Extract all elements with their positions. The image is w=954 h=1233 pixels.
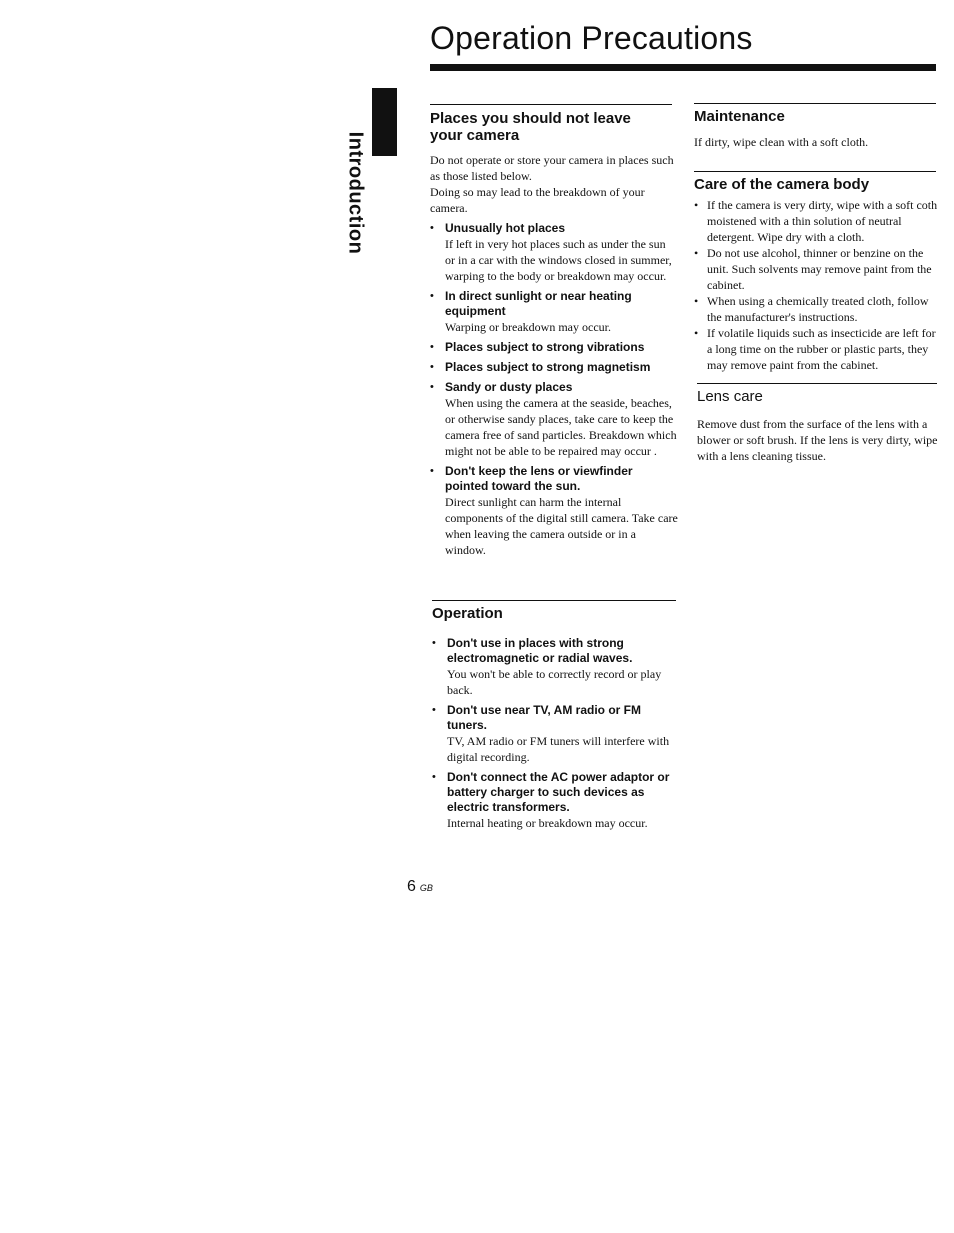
list-item: • If the camera is very dirty, wipe with a soft coth moistened with a thin solution of neutral detergent. Wipe dry with a cloth.	[694, 197, 938, 245]
item-text: Direct sunlight can harm the internal components of the digital still camera. Take care when leaving the camera outside or in a window.	[445, 495, 678, 557]
list-item	[430, 380, 678, 459]
places-list	[430, 221, 678, 558]
item-title: • Don't use in places with strong electromagnetic or radial waves.	[447, 636, 633, 665]
lens-heading: Lens care	[697, 388, 763, 405]
care-rule	[694, 171, 936, 172]
places-section	[430, 110, 678, 563]
item-title: • In direct sunlight or near heating equipment	[445, 289, 632, 318]
item-text: Internal heating or breakdown may occur.	[447, 816, 648, 830]
list-item	[430, 340, 678, 355]
places-rule	[430, 104, 672, 105]
lens-section	[697, 388, 938, 464]
page-number	[407, 878, 433, 896]
maintenance-heading: Maintenance	[694, 108, 785, 125]
places-intro-1: Do not operate or store your camera in places such as those listed below.	[430, 153, 674, 183]
operation-list	[432, 636, 678, 831]
title-rule	[430, 64, 936, 71]
list-item: • When using a chemically treated cloth, follow the manufacturer's instructions.	[694, 293, 938, 325]
item-text: You won't be able to correctly record or play back.	[447, 667, 662, 697]
item-title: • Don't keep the lens or viewfinder pointed toward the sun.	[445, 464, 633, 493]
page-number-suffix: GB	[419, 883, 433, 893]
item-text: TV, AM radio or FM tuners will interfere with digital recording.	[447, 734, 670, 764]
item-text: When using the camera at the seaside, beaches, or otherwise sandy places, take care to keep the camera free of sand particles. Breakdown which might not be able to be repaired may occur .	[445, 396, 677, 458]
places-intro-2: Doing so may lead to the breakdown of your camera.	[430, 185, 645, 215]
list-item	[430, 289, 678, 335]
maintenance-section	[694, 108, 938, 150]
item-title: • Don't use near TV, AM radio or FM tuners.	[447, 703, 641, 732]
list-item: • Do not use alcohol, thinner or benzine on the unit. Such solvents may remove paint from the cabinet.	[694, 245, 938, 293]
operation-section	[432, 605, 678, 836]
list-item: • If volatile liquids such as insecticide are left for a long time on the rubber or plastic parts, they may remove paint from the cabinet.	[694, 325, 938, 373]
item-title: • Places subject to strong magnetism	[445, 360, 651, 374]
item-title: • Sandy or dusty places	[445, 380, 573, 394]
item-text: Warping or breakdown may occur.	[445, 320, 611, 334]
item-title: • Don't connect the AC power adaptor or battery charger to such devices as electric transformers.	[447, 770, 670, 814]
list-item	[430, 464, 678, 558]
list-item	[430, 360, 678, 375]
care-list	[694, 197, 938, 373]
operation-heading: Operation	[432, 605, 503, 622]
list-item	[432, 636, 678, 698]
list-item	[430, 221, 678, 284]
section-tab-label: Introduction	[344, 131, 367, 255]
list-item	[432, 703, 678, 765]
list-item	[432, 770, 678, 831]
lens-rule	[697, 383, 937, 384]
item-title: • Unusually hot places	[445, 221, 566, 235]
item-title: • Places subject to strong vibrations	[445, 340, 645, 354]
maintenance-rule	[694, 103, 936, 104]
maintenance-text: If dirty, wipe clean with a soft cloth.	[694, 135, 869, 149]
section-tab-marker	[372, 88, 397, 156]
lens-text: Remove dust from the surface of the lens with a blower or soft brush. If the lens is very dirty, wipe with a lens cleaning tissue.	[697, 417, 938, 463]
page-title: Operation Precautions	[430, 20, 753, 56]
care-section	[694, 176, 938, 373]
item-text: If left in very hot places such as under the sun or in a car with the windows closed in summer, warping to the body or breakdown may occur.	[445, 237, 672, 283]
care-heading: Care of the camera body	[694, 176, 870, 193]
places-heading: Places you should not leave your camera	[430, 110, 631, 144]
operation-rule	[432, 600, 676, 601]
page-number-value: 6	[407, 878, 416, 895]
